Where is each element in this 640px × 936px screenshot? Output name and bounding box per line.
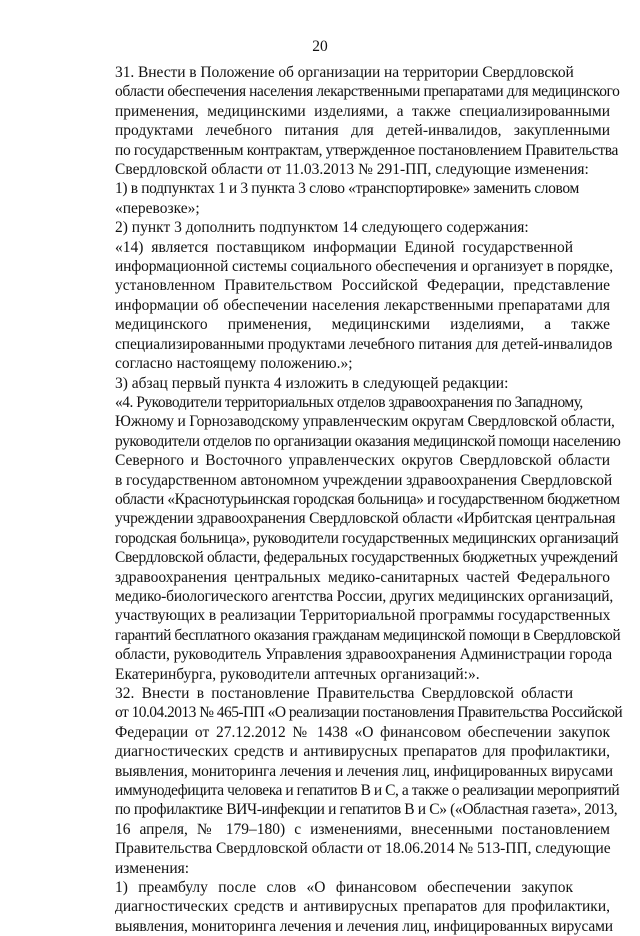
text-line: в государственном автономном учреждении здравоохранения Свердловской [115, 471, 613, 489]
text-line: 16 апреля, № 179–180) с изменениями, внесенными постановлением [115, 820, 610, 838]
text-line: учреждении здравоохранения Свердловской области «Ирбитская центральная [115, 510, 616, 528]
text-line: области «Краснотурьинская городская больница» и государственном бюджетном [115, 490, 620, 508]
text-line: 32. Внести в постановление Правительства Свердловской области [115, 685, 573, 702]
text-line: выявления, мониторинга лечения и лечения лиц, инфицированных вирусами [115, 917, 613, 935]
text-line: Северного и Восточного управленческих округов Свердловской области [115, 452, 610, 470]
paragraph [78, 684, 623, 878]
text-line: информационной системы социального обеспечения и организует в порядке, [115, 258, 613, 276]
text-line: установленном Правительством Российской Федерации, представление [115, 277, 610, 295]
text-line: Южному и Горнозаводскому управленческим округам Свердловской области, [115, 413, 615, 431]
text-line: области, руководитель Управления здравоохранения Администрации города [115, 646, 612, 664]
text-line: 1) преамбулу после слов «О финансовом обеспечении закупок [115, 879, 573, 897]
paragraph [78, 374, 610, 393]
text-line: по профилактике ВИЧ-инфекции и гепатитов В и С» («Областная газета», 2013, [115, 801, 618, 819]
text-line: информации об обеспечении населения лекарственными препаратами для [115, 296, 610, 314]
paragraph [78, 179, 610, 218]
text-line: Федерации от 27.12.2012 № 1438 «О финансовом обеспечении закупок [115, 723, 610, 741]
text-line: «перевозке»; [115, 199, 200, 217]
text-line: диагностических средств и антивирусных препаратов для профилактики, [115, 898, 610, 916]
text-line: изменения: [115, 859, 190, 877]
document-body [78, 63, 623, 936]
text-line: иммунодефицита человека и гепатитов В и С, а также о реализации мероприятий [115, 782, 620, 800]
text-line: 2) пункт 3 дополнить подпунктом 14 следующего содержания: [115, 219, 529, 237]
text-line: Правительства Свердловской области от 18.06.2014 № 513-ПП, следующие [115, 840, 611, 858]
page-number: 20 [312, 38, 328, 55]
text-line: «14) является поставщиком информации Единой государственной [115, 238, 573, 256]
text-line: здравоохранения центральных медико-санитарных частей Федерального [115, 568, 610, 586]
text-line: применения, медицинскими изделиями, а также специализированными [115, 102, 610, 120]
text-line: от 10.04.2013 № 465-ПП «О реализации постановления Правительства Российской [115, 704, 623, 722]
text-line: по государственным контрактам, утвержденное постановлением Правительства [115, 141, 619, 159]
paragraph [78, 218, 610, 237]
text-line: городская больница», руководители государственных медицинских организаций [115, 529, 619, 547]
text-line: диагностических средств и антивирусных препаратов для профилактики, [115, 743, 610, 761]
text-line: продуктами лечебного питания для детей-инвалидов, закупленными [115, 122, 610, 140]
text-line: 3) абзац первый пункта 4 изложить в следующей редакции: [115, 374, 509, 392]
paragraph [78, 63, 620, 179]
text-line: специализированными продуктами лечебного питания для детей-инвалидов [115, 335, 613, 353]
text-line: участвующих в реализации Территориальной программы государственных [115, 607, 611, 625]
text-line: выявления, мониторинга лечения и лечения лиц, инфицированных вирусами [115, 762, 613, 780]
text-line: Свердловской области от 11.03.2013 № 291-ПП, следующие изменения: [115, 161, 589, 179]
text-line: согласно настоящему положению.»; [115, 355, 353, 373]
paragraph [78, 393, 621, 684]
paragraph [78, 238, 613, 374]
text-line: Свердловской области, федеральных государственных бюджетных учреждений [115, 549, 618, 567]
paragraph [78, 878, 613, 936]
text-line: 1) в подпунктах 1 и 3 пункта 3 слово «транспортировке» заменить словом [115, 180, 579, 198]
text-line: «4. Руководители территориальных отделов здравоохранения по Западному, [115, 393, 583, 411]
text-line: руководители отделов по организации оказания медицинской помощи населению [115, 432, 621, 450]
text-line: Екатеринбурга, руководители аптечных организаций:». [115, 665, 480, 683]
text-line: 31. Внести в Положение об организации на территории Свердловской [115, 64, 574, 81]
text-line: гарантий бесплатного оказания гражданам медицинской помощи в Свердловской [115, 626, 621, 644]
text-line: медицинского применения, медицинскими изделиями, а также [115, 316, 610, 334]
text-line: медико-биологического агентства России, других медицинских организаций, [115, 587, 614, 605]
text-line: области обеспечения населения лекарственными препаратами для медицинского [115, 83, 620, 101]
